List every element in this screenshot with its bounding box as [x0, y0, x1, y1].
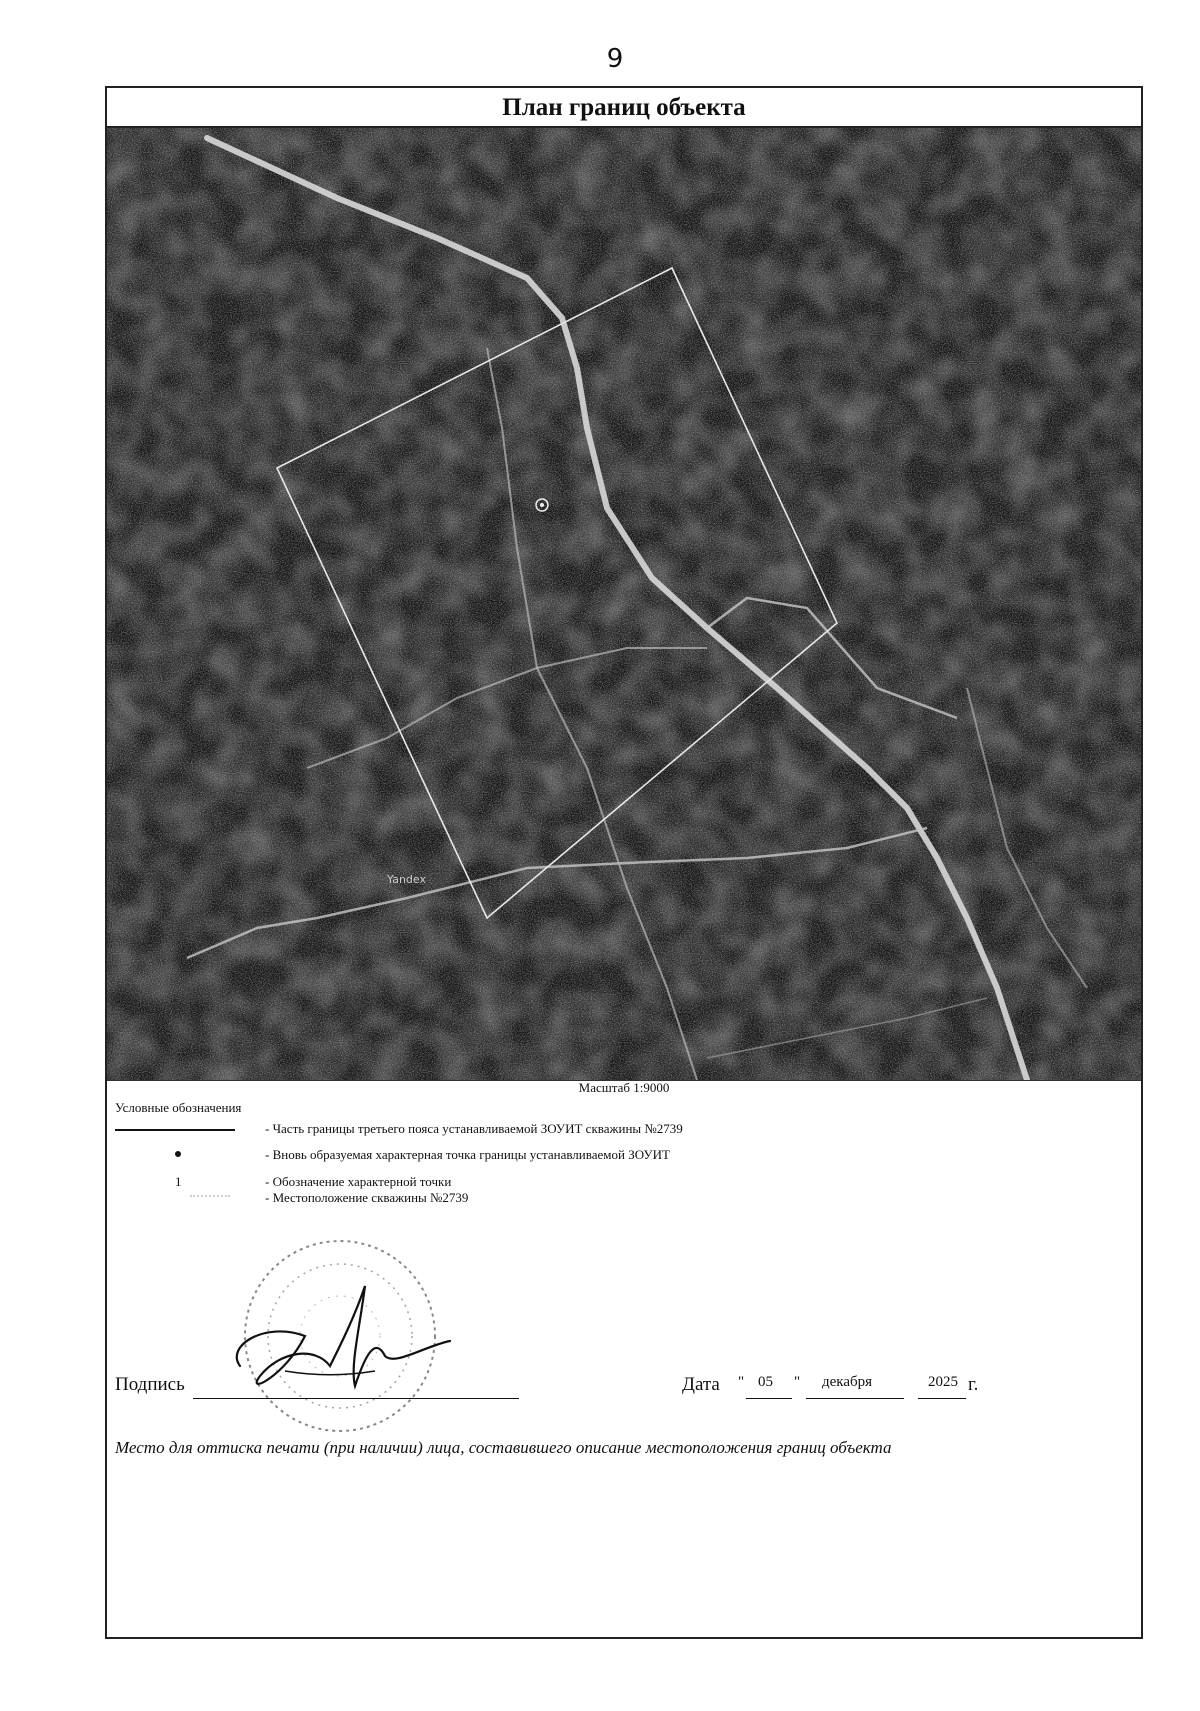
map-grain-texture: [107, 128, 1141, 1080]
date-block: [682, 1374, 982, 1400]
date-close-quote: ": [794, 1374, 801, 1390]
legend-symbol-dot: [115, 1146, 235, 1164]
legend-item-well: [115, 1189, 1015, 1207]
stamp-caption: Место для оттиска печати (при наличии) лица, составившего описание местоположения границ объекта: [115, 1438, 892, 1457]
date-suffix: г.: [968, 1374, 979, 1395]
legend-item-boundary-line: [115, 1120, 1015, 1138]
page-title: План границ объекта: [107, 88, 1141, 128]
document-frame: [105, 86, 1143, 1639]
stamp-seal: [225, 1226, 455, 1456]
well-center: [540, 503, 544, 507]
legend-text: - Часть границы третьего пояса устанавливаемой ЗОУИТ скважины №2739: [265, 1121, 683, 1136]
legend-symbol-line: [115, 1120, 235, 1138]
date-label: Дата: [682, 1374, 720, 1395]
legend-text: - Вновь образуемая характерная точка границы устанавливаемой ЗОУИТ: [265, 1147, 670, 1162]
date-open-quote: ": [738, 1374, 745, 1390]
date-year-underline: [918, 1398, 966, 1399]
date-day: 05: [758, 1374, 773, 1390]
legend-symbol-number: 1: [175, 1174, 182, 1189]
map-scale: Масштаб 1:9000: [578, 1080, 670, 1095]
legend-text: - Обозначение характерной точки: [265, 1174, 452, 1189]
legend-text: - Местоположение скважины №2739: [265, 1190, 469, 1205]
signature-line: [193, 1398, 519, 1399]
legend-symbol-well: [115, 1189, 235, 1207]
legend-title: Условные обозначения: [115, 1100, 242, 1115]
map-svg: [107, 128, 1141, 1080]
date-month: декабря: [822, 1374, 873, 1390]
date-day-underline: [746, 1398, 792, 1399]
map-place-label: Yandex: [387, 873, 426, 886]
satellite-map: [107, 128, 1141, 1081]
legend-item-point: [115, 1146, 1015, 1164]
date-month-underline: [806, 1398, 904, 1399]
page-number: 9: [606, 44, 624, 74]
handwritten-signature: [237, 1286, 450, 1386]
signature-label: Подпись: [115, 1374, 185, 1395]
date-year: 2025: [928, 1374, 958, 1390]
